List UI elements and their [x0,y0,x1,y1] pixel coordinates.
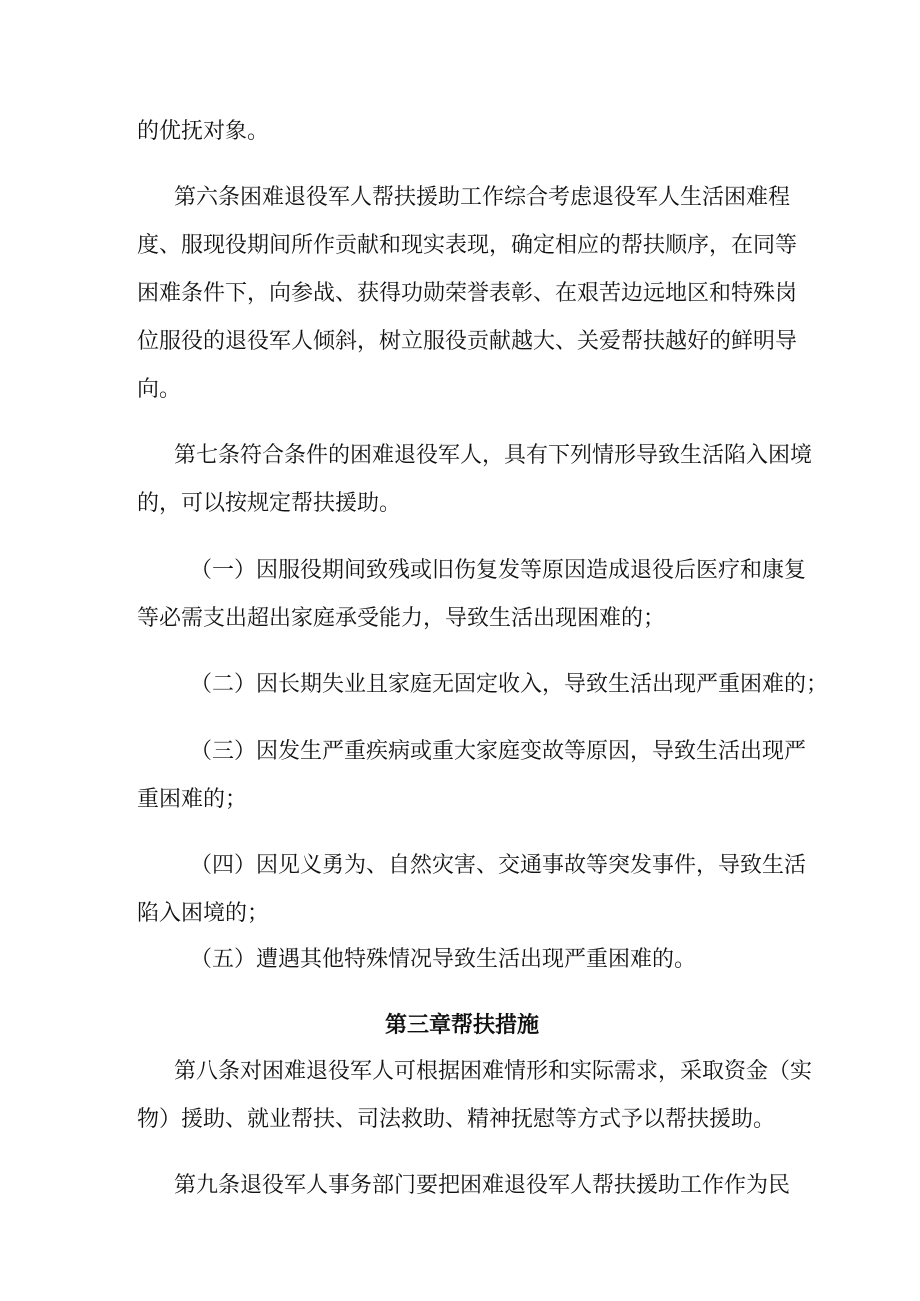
text-line: （四）因见义勇为、自然灾害、交通事故等突发事件，导致生活 [190,853,807,878]
text-line: （一）因服役期间致残或旧伤复发等原因造成退役后医疗和康复 [190,558,807,583]
text-line: 重困难的； [137,787,248,812]
text-line: （五）遭遇其他特殊情况导致生活出现严重困难的。 [190,947,697,972]
text-line: （二）因长期失业且家庭无固定收入，导致生活出现严重困难的； [190,672,829,697]
text-line: 第八条对困难退役军人可根据困难情形和实际需求，采取资金（实 [174,1059,813,1084]
text-line: 第九条退役军人事务部门要把困难退役军人帮扶援助工作作为民 [174,1173,791,1198]
text-line: 向。 [137,377,182,402]
chapter-heading: 第三章帮扶措施 [385,1012,540,1038]
text-line: （三）因发生严重疾病或重大家庭变故等原因，导致生活出现严 [190,739,807,764]
text-line: 的优抚对象。 [137,119,270,144]
text-line: 位服役的退役军人倾斜，树立服役贡献越大、关爱帮扶越好的鲜明导 [137,329,798,354]
text-line: 第七条符合条件的困难退役军人，具有下列情形导致生活陷入困境 [174,443,813,468]
text-line: 困难条件下，向参战、获得功勋荣誉表彰、在艰苦边远地区和特殊岗 [137,281,798,306]
text-line: 度、服现役期间所作贡献和现实表现，确定相应的帮扶顺序，在同等 [137,233,798,258]
text-line: 陷入困境的； [137,901,270,926]
text-line: 物）援助、就业帮扶、司法救助、精神抚慰等方式予以帮扶援助。 [137,1107,776,1132]
text-line: 等必需支出超出家庭承受能力，导致生活出现困难的； [137,606,666,631]
text-line: 的，可以按规定帮扶援助。 [137,491,402,516]
text-line: 第六条困难退役军人帮扶援助工作综合考虑退役军人生活困难程 [174,185,791,210]
